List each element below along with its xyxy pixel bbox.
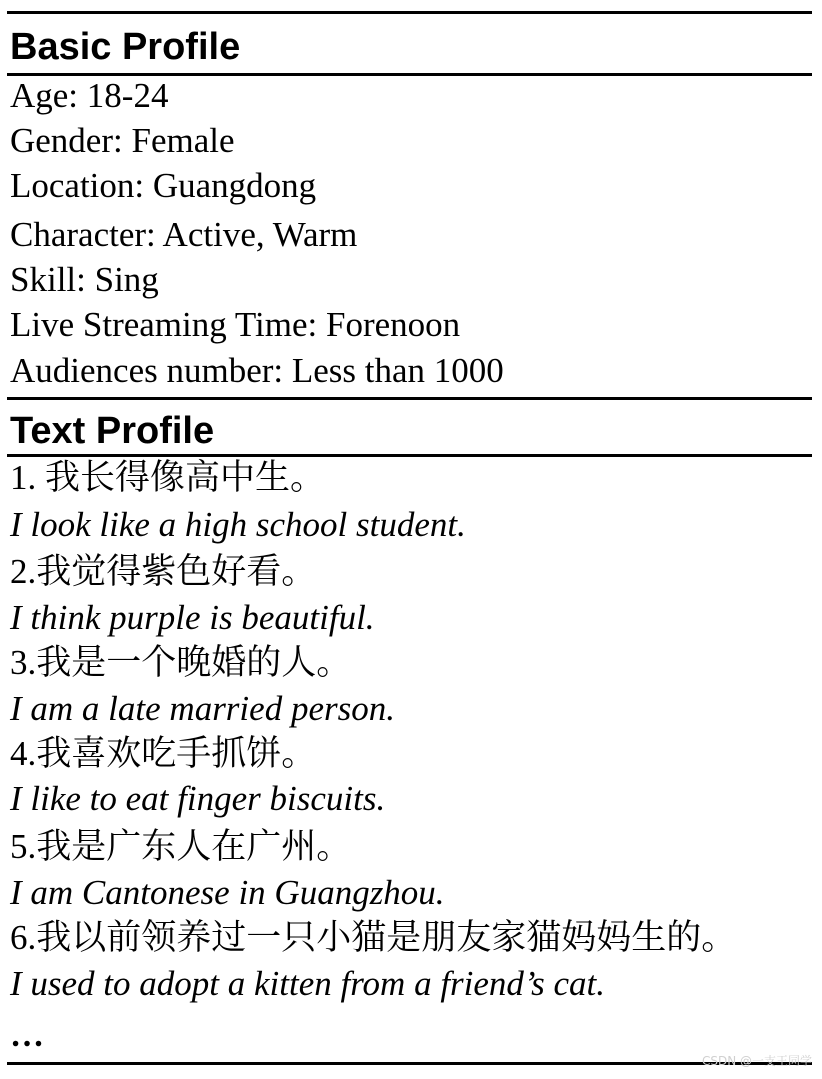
streaming-time-field: Live Streaming Time: Forenoon [10,305,461,344]
age-field: Age: 18-24 [10,76,169,115]
gender-field: Gender: Female [10,121,235,160]
text-profile-divider [7,454,812,457]
audiences-field: Audiences number: Less than 1000 [10,351,504,390]
skill-field: Skill: Sing [10,260,159,299]
basic-profile-heading: Basic Profile [10,26,241,68]
ellipsis: … [10,1017,44,1054]
bottom-rule [7,1062,812,1065]
text-item-5-zh: 5.我是广东人在广州。 [10,827,352,866]
text-item-2-zh: 2.我觉得紫色好看。 [10,552,317,591]
character-field: Character: Active, Warm [10,215,358,254]
text-item-4-zh: 4.我喜欢吃手抓饼。 [10,734,317,773]
text-item-4-en: I like to eat finger biscuits. [10,779,386,818]
text-item-3-zh: 3.我是一个晚婚的人。 [10,643,352,682]
text-item-1-en: I look like a high school student. [10,505,466,544]
top-rule [7,11,812,14]
text-item-1-zh: 1. 我长得像高中生。 [10,458,326,497]
text-item-3-en: I am a late married person. [10,689,395,728]
text-item-5-en: I am Cantonese in Guangzhou. [10,873,445,912]
watermark: CSDN @一支王同学 [701,1054,812,1068]
text-item-6-en: I used to adopt a kitten from a friend’s cat. [10,964,605,1003]
text-item-6-zh: 6.我以前领养过一只小猫是朋友家猫妈妈生的。 [10,918,737,957]
section-divider [7,397,812,400]
text-item-2-en: I think purple is beautiful. [10,598,375,637]
location-field: Location: Guangdong [10,166,317,205]
text-profile-heading: Text Profile [10,410,215,452]
